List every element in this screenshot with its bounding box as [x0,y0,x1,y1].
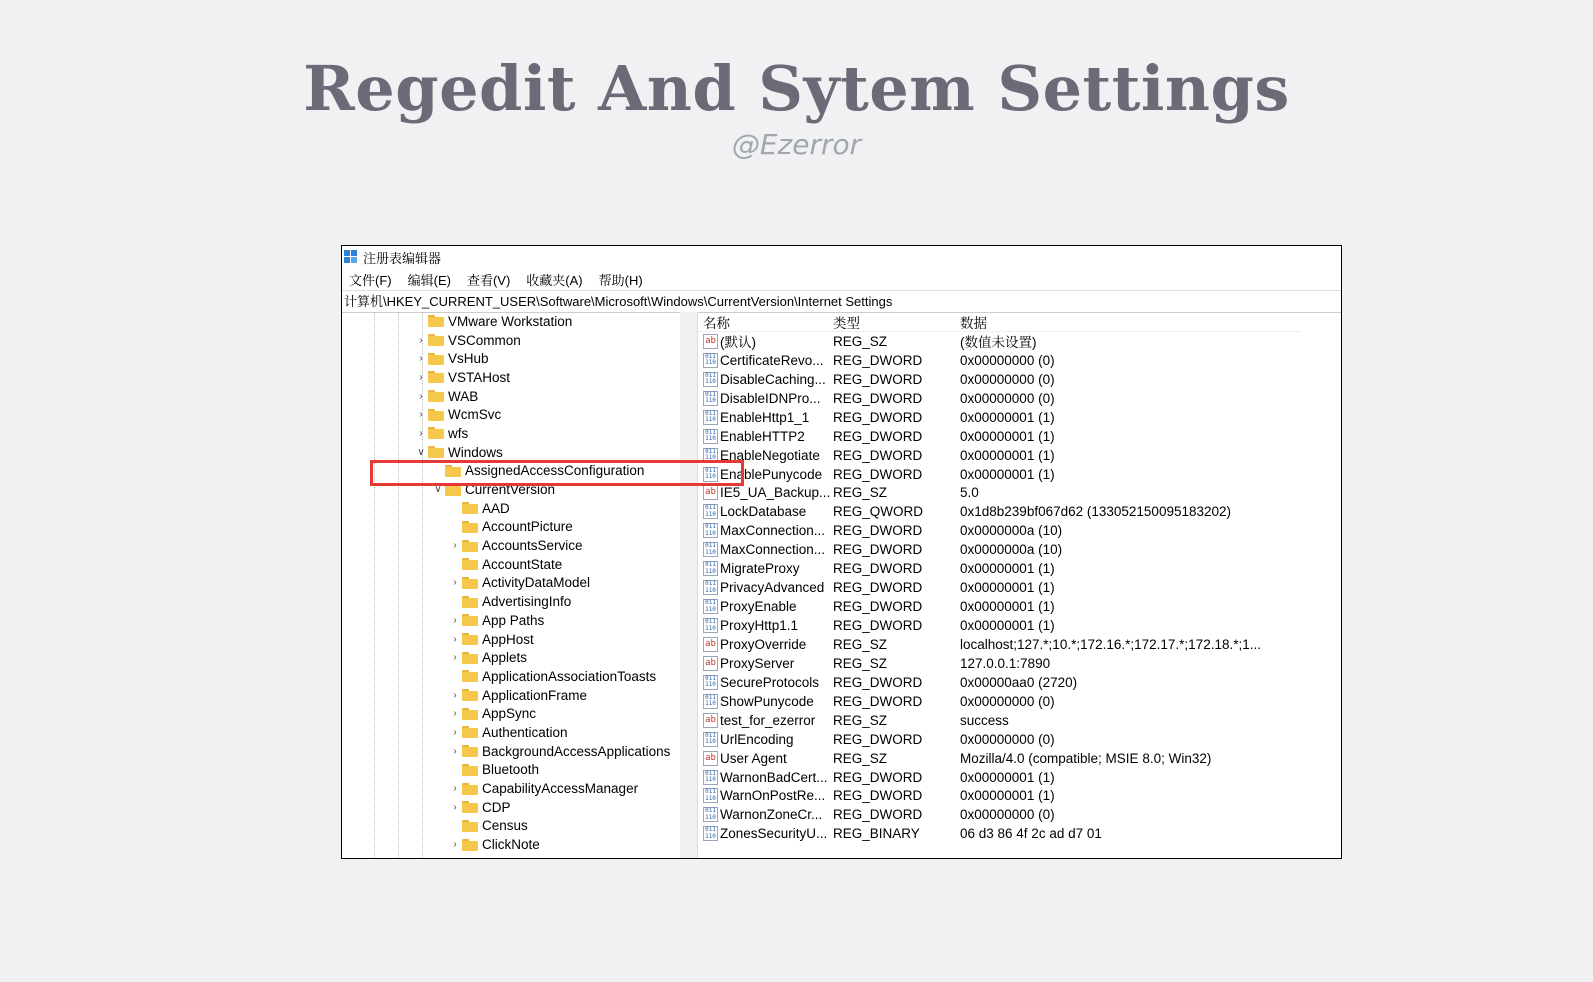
binary-value-icon: 011 110 [703,826,718,841]
value-name-cell [698,713,830,728]
tree-item-label: AccountsService [482,538,583,554]
string-value-icon: ab [703,713,718,728]
value-type: REG_DWORD [833,674,923,690]
tree-item-label: AccountPicture [482,519,573,535]
value-name-cell [698,429,830,444]
value-row[interactable] [698,824,1341,843]
value-name-cell [698,694,830,709]
tree-item-label: Bluetooth [482,762,540,778]
tree-item-label: AssignedAccessConfiguration [465,463,645,479]
tree-item-label: ApplicationFrame [482,687,588,703]
value-name: test_for_ezerror [720,712,816,728]
chevron-right-icon[interactable]: › [453,839,457,851]
chevron-down-icon[interactable]: ∨ [434,484,442,496]
folder-icon [462,839,478,851]
tree-item-label: ClickNote [482,837,540,853]
binary-value-icon: 011 110 [703,561,718,576]
value-row[interactable] [698,616,1341,635]
value-data: 0x00000000 (0) [960,390,1055,406]
tree-item-label: BackgroundAccessApplications [482,743,671,759]
highlight-box [370,460,744,486]
chevron-down-icon[interactable]: ∨ [417,446,425,458]
tree-item[interactable] [342,518,697,537]
binary-value-icon: 011 110 [703,675,718,690]
key-tree-pane [342,312,698,858]
tree-item[interactable] [342,424,697,443]
folder-icon [462,745,478,757]
tree-item-label: Authentication [482,724,568,740]
value-name: (默认) [720,335,756,351]
value-type: REG_DWORD [833,409,923,425]
value-type: REG_SZ [833,712,888,728]
value-name: ZonesSecurityU... [720,826,828,842]
value-name: LockDatabase [720,504,807,520]
values-pane [698,312,1341,858]
chevron-right-icon[interactable]: › [453,614,457,626]
folder-icon [462,577,478,589]
string-value-icon: ab [703,637,718,652]
value-type: REG_DWORD [833,561,923,577]
menu-edit[interactable]: 编辑(E) [407,272,451,288]
tree-item-label: AppSync [482,706,537,722]
tree-item[interactable] [342,387,697,406]
folder-icon [462,689,478,701]
chevron-right-icon[interactable]: › [453,689,457,701]
tree-item-label: CapabilityAccessManager [482,781,639,797]
tree-item-label: AccountState [482,556,563,572]
string-value-icon: ab [703,656,718,671]
value-name-cell [698,353,830,368]
value-name: DisableCaching... [720,371,826,387]
string-value-icon: ab [703,334,718,349]
tree-scrollbar[interactable] [680,312,697,858]
menu-favorites[interactable]: 收藏夹(A) [526,272,583,288]
value-name-cell [698,542,830,557]
menu-view[interactable]: 查看(V) [466,272,511,288]
value-name-cell [698,391,830,406]
string-value-icon: ab [703,485,718,500]
window-title: 注册表编辑器 [363,250,442,266]
binary-value-icon: 011 110 [703,807,718,822]
value-type: REG_SZ [833,750,888,766]
value-row[interactable] [698,446,1341,465]
binary-value-icon: 011 110 [703,448,718,463]
key-tree [342,312,697,854]
value-name: WarnonZoneCr... [720,807,823,823]
value-name: MigrateProxy [720,561,800,577]
tree-item-label: ApplicationAssociationToasts [482,668,657,684]
value-name-cell [698,523,830,538]
tree-item-label: AAD [482,500,510,516]
value-name: UrlEncoding [720,731,794,747]
value-name: PrivacyAdvanced [720,580,825,596]
tree-item-label: CDP [482,799,511,815]
chevron-right-icon[interactable]: › [453,783,457,795]
tree-item[interactable] [342,835,697,854]
binary-value-icon: 011 110 [703,353,718,368]
value-name-cell [698,788,830,803]
value-data: 0x00000000 (0) [960,807,1055,823]
title-bar [342,246,1341,268]
tree-item-label: VsHub [448,351,489,367]
regedit-window [341,245,1342,859]
chevron-right-icon[interactable]: › [453,708,457,720]
value-row[interactable] [698,351,1341,370]
value-row[interactable] [698,389,1341,408]
value-row[interactable] [698,465,1341,484]
value-data: 0x00000001 (1) [960,561,1055,577]
value-type: REG_QWORD [833,504,924,520]
folder-icon [428,353,444,365]
tree-item-label: AdvertisingInfo [482,594,572,610]
folder-icon [462,783,478,795]
value-type: REG_DWORD [833,447,923,463]
chevron-right-icon[interactable]: › [419,334,423,346]
folder-icon [462,670,478,682]
chevron-right-icon[interactable]: › [453,540,457,552]
value-name-cell [698,807,830,822]
value-type: REG_DWORD [833,618,923,634]
value-name-cell [698,410,830,425]
menu-help[interactable]: 帮助(H) [598,272,643,288]
tree-item[interactable] [342,779,697,798]
binary-value-icon: 011 110 [703,618,718,633]
chevron-right-icon[interactable]: › [453,577,457,589]
tree-item[interactable] [342,574,697,593]
tree-item[interactable] [342,723,697,742]
value-row[interactable] [698,768,1341,787]
value-row[interactable] [698,805,1341,824]
binary-value-icon: 011 110 [703,694,718,709]
column-data-header[interactable]: 数据 [960,315,987,331]
value-type: REG_BINARY [833,826,920,842]
value-name: ProxyOverride [720,636,807,652]
value-row[interactable] [698,427,1341,446]
menu-bar [342,268,1341,290]
value-type: REG_SZ [833,333,888,349]
value-name-cell [698,372,830,387]
value-name-cell [698,561,830,576]
value-row[interactable] [698,540,1341,559]
folder-icon [462,502,478,514]
tree-item[interactable] [342,704,697,723]
value-row[interactable] [698,787,1341,806]
value-name: EnableHTTP2 [720,428,805,444]
value-type: REG_DWORD [833,542,923,558]
value-data: 0x1d8b239bf067d62 (133052150095183202) [960,504,1232,520]
folder-icon [462,521,478,533]
tree-item[interactable] [342,761,697,780]
value-row[interactable] [698,711,1341,730]
column-type-header[interactable]: 类型 [833,315,860,331]
value-name: ProxyServer [720,655,795,671]
value-row[interactable] [698,484,1341,503]
binary-value-icon: 011 110 [703,429,718,444]
value-data: 0x00000001 (1) [960,580,1055,596]
folder-icon [428,371,444,383]
value-name-cell [698,637,830,652]
value-name: WarnonBadCert... [720,769,828,785]
binary-value-icon: 011 110 [703,788,718,803]
value-type: REG_DWORD [833,731,923,747]
value-data: 0x00000001 (1) [960,769,1055,785]
value-name: CertificateRevo... [720,352,824,368]
folder-icon [462,614,478,626]
value-row[interactable] [698,635,1341,654]
value-name: DisableIDNPro... [720,390,821,406]
binary-value-icon: 011 110 [703,580,718,595]
value-type: REG_DWORD [833,428,923,444]
value-data: 0x00000000 (0) [960,371,1055,387]
tree-item[interactable] [342,611,697,630]
binary-value-icon: 011 110 [703,770,718,785]
folder-icon [462,708,478,720]
tree-item[interactable] [342,667,697,686]
value-type: REG_DWORD [833,788,923,804]
value-name-cell [698,675,830,690]
folder-icon [462,558,478,570]
value-name: ProxyEnable [720,599,797,615]
tree-item[interactable] [342,592,697,611]
string-value-icon: ab [703,751,718,766]
chevron-right-icon[interactable]: › [453,726,457,738]
folder-icon [428,390,444,402]
value-row[interactable] [698,673,1341,692]
value-data: 0x00000001 (1) [960,599,1055,615]
binary-value-icon: 011 110 [703,523,718,538]
folder-icon [428,446,444,458]
folder-icon [462,820,478,832]
address-bar[interactable]: 计算机\HKEY_CURRENT_USER\Software\Microsoft\Windows\CurrentVersion\Internet Settings [342,290,1341,313]
tree-item[interactable] [342,648,697,667]
tree-item-label: ActivityDataModel [482,575,591,591]
tree-item[interactable] [342,555,697,574]
value-row[interactable] [698,578,1341,597]
value-type: REG_SZ [833,636,888,652]
value-type: REG_DWORD [833,352,923,368]
tree-item-label: VSTAHost [448,369,511,385]
value-data: 0x00000001 (1) [960,618,1055,634]
tree-item[interactable] [342,312,697,331]
values-list [698,332,1341,843]
value-type: REG_DWORD [833,693,923,709]
column-name-header[interactable]: 名称 [703,315,730,331]
chevron-right-icon[interactable]: › [419,427,423,439]
value-data: 0x00000001 (1) [960,788,1055,804]
value-type: REG_DWORD [833,807,923,823]
value-row[interactable] [698,597,1341,616]
value-type: REG_DWORD [833,466,923,482]
value-data: 0x0000000a (10) [960,523,1063,539]
binary-value-icon: 011 110 [703,391,718,406]
value-name-cell [698,504,830,519]
tree-item-label: wfs [448,425,469,441]
value-type: REG_DWORD [833,390,923,406]
value-row[interactable] [698,559,1341,578]
value-type: REG_SZ [833,655,888,671]
value-name: WarnOnPostRe... [720,788,826,804]
tree-item-label: AppHost [482,631,534,647]
folder-icon [462,596,478,608]
value-row[interactable] [698,654,1341,673]
value-type: REG_DWORD [833,371,923,387]
tree-item[interactable] [342,630,697,649]
value-type: REG_SZ [833,485,888,501]
tree-item[interactable] [342,817,697,836]
tree-item[interactable] [342,368,697,387]
menu-file[interactable]: 文件(F) [349,272,392,288]
value-name: EnablePunycode [720,466,823,482]
folder-icon [462,652,478,664]
chevron-right-icon[interactable]: › [453,801,457,813]
tree-item-label: Applets [482,650,528,666]
chevron-right-icon[interactable]: › [453,652,457,664]
value-data: 0x00000001 (1) [960,447,1055,463]
value-data: Mozilla/4.0 (compatible; MSIE 8.0; Win32) [960,750,1212,766]
chevron-right-icon[interactable]: › [419,353,423,365]
value-name-cell [698,770,830,785]
value-name: ProxyHttp1.1 [720,618,799,634]
value-name: MaxConnection... [720,523,826,539]
folder-icon [428,334,444,346]
binary-value-icon: 011 110 [703,732,718,747]
value-row[interactable] [698,730,1341,749]
value-row[interactable] [698,502,1341,521]
value-name-cell [698,485,830,500]
value-name-cell [698,656,830,671]
tree-item-label: WcmSvc [448,407,502,423]
value-type: REG_DWORD [833,599,923,615]
value-name: IE5_UA_Backup... [720,485,830,501]
value-name: MaxConnection... [720,542,826,558]
value-row[interactable] [698,408,1341,427]
value-data: 06 d3 86 4f 2c ad d7 01 [960,826,1102,842]
value-data: 0x00000000 (0) [960,731,1055,747]
tree-item[interactable] [342,686,697,705]
value-name-cell [698,580,830,595]
value-data: 0x0000000a (10) [960,542,1063,558]
tree-item-label: App Paths [482,612,545,628]
value-data: 127.0.0.1:7890 [960,655,1051,671]
chevron-right-icon[interactable]: › [453,633,457,645]
binary-value-icon: 011 110 [703,467,718,482]
values-header [698,312,1301,332]
slide-subtitle: @Ezerror [731,128,862,161]
value-name-cell [698,331,830,351]
value-data: 0x00000000 (0) [960,352,1055,368]
value-name: EnableHttp1_1 [720,409,810,425]
value-type: REG_DWORD [833,769,923,785]
binary-value-icon: 011 110 [703,599,718,614]
value-type: REG_DWORD [833,523,923,539]
tree-item-label: Windows [448,444,503,460]
value-type: REG_DWORD [833,580,923,596]
binary-value-icon: 011 110 [703,504,718,519]
binary-value-icon: 011 110 [703,542,718,557]
binary-value-icon: 011 110 [703,372,718,387]
chevron-right-icon[interactable]: › [419,409,423,421]
value-data: localhost;127.*;10.*;172.16.*;172.17.*;172.18.*;1... [960,636,1261,652]
value-row[interactable] [698,521,1341,540]
value-name-cell [698,826,830,841]
value-data: 0x00000001 (1) [960,466,1055,482]
value-data: 0x00000000 (0) [960,693,1055,709]
value-data: 0x00000aa0 (2720) [960,674,1078,690]
folder-icon [462,801,478,813]
value-name-cell [698,599,830,614]
value-data: 0x00000001 (1) [960,409,1055,425]
tree-item-label: Census [482,818,528,834]
tree-item-label: WAB [448,388,479,404]
value-name-cell [698,732,830,747]
value-name: EnableNegotiate [720,447,820,463]
tree-item[interactable] [342,443,697,462]
chevron-right-icon[interactable]: › [419,390,423,402]
binary-value-icon: 011 110 [703,410,718,425]
value-name: User Agent [720,750,787,766]
value-data: (数值未设置) [960,335,1037,351]
folder-icon [462,540,478,552]
value-name-cell [698,618,830,633]
value-row[interactable] [698,332,1341,351]
tree-item-label: CurrentVersion [465,482,556,498]
value-data: 5.0 [960,485,979,501]
folder-icon [462,726,478,738]
chevron-right-icon[interactable]: › [419,371,423,383]
folder-icon [462,764,478,776]
chevron-right-icon[interactable]: › [453,745,457,757]
value-name-cell [698,751,830,766]
regedit-app-icon [344,250,358,264]
tree-item[interactable] [342,349,697,368]
tree-item[interactable] [342,499,697,518]
value-row[interactable] [698,749,1341,768]
folder-icon [428,427,444,439]
tree-item-label: VSCommon [448,332,521,348]
slide-title: Regedit And Sytem Settings [303,52,1290,125]
folder-icon [428,409,444,421]
value-row[interactable] [698,370,1341,389]
tree-item[interactable] [342,798,697,817]
value-name: ShowPunycode [720,693,814,709]
tree-item-label: VMware Workstation [448,313,573,329]
folder-icon [462,633,478,645]
tree-item[interactable] [342,742,697,761]
value-data: 0x00000001 (1) [960,428,1055,444]
folder-icon [428,315,444,327]
tree-item[interactable] [342,536,697,555]
value-data: success [960,712,1009,728]
value-row[interactable] [698,692,1341,711]
tree-item[interactable] [342,331,697,350]
value-name: SecureProtocols [720,674,820,690]
tree-item[interactable] [342,405,697,424]
